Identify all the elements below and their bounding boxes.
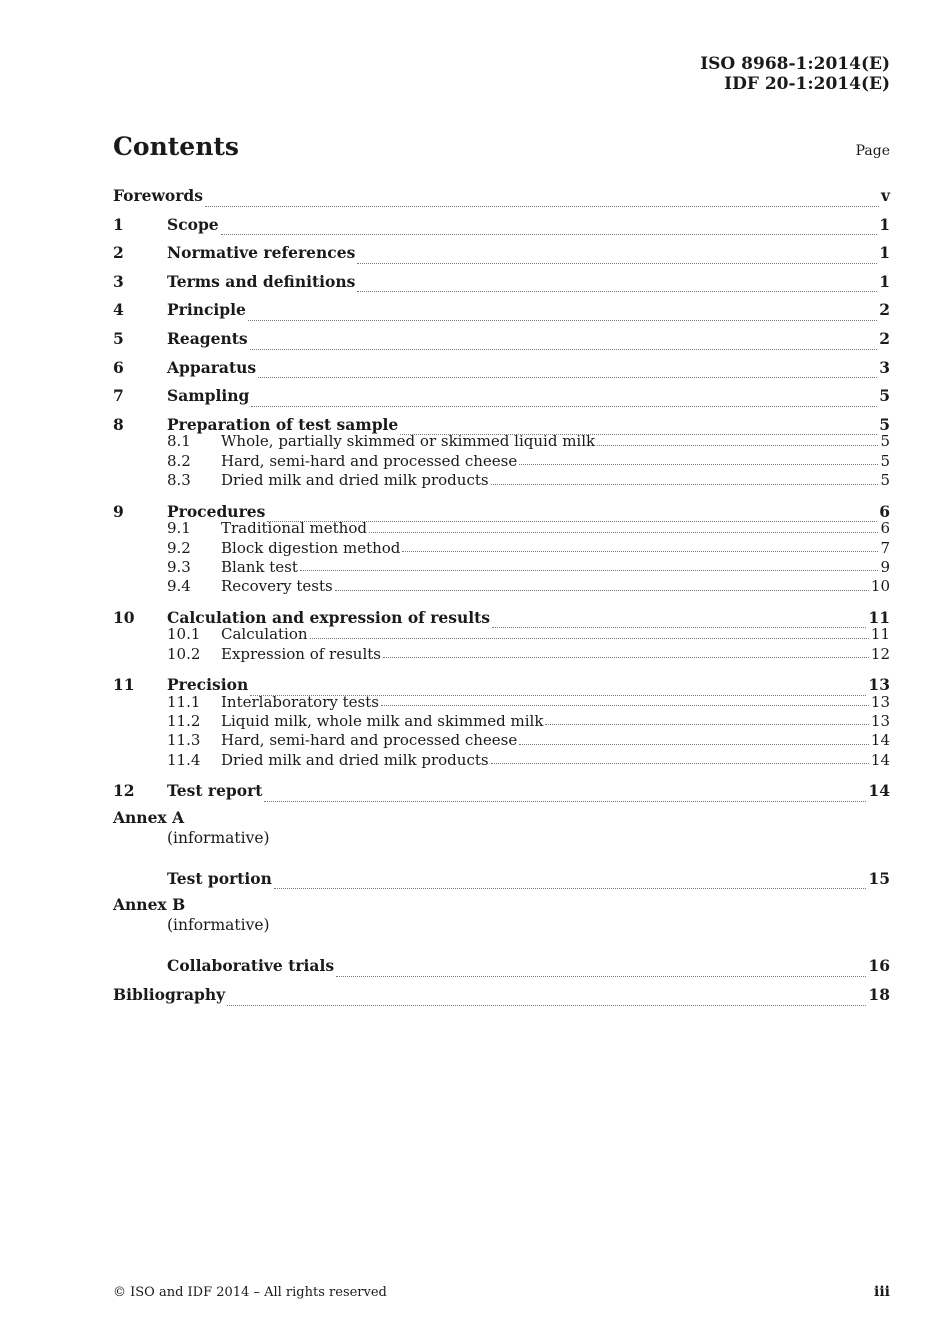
toc-title: Traditional method [221,519,367,538]
toc-number: 11.3 [167,731,201,750]
toc-page: 5 [880,432,890,451]
toc-title: Interlaboratory tests [221,692,379,711]
toc-number: 12 [113,781,135,801]
toc-entry-8-2[interactable] [113,452,890,471]
leader-dots [248,319,877,321]
standard-identifier [700,54,890,94]
toc-number: 11.2 [167,712,201,731]
toc-annex-b [113,895,890,983]
toc-title: Expression of results [221,644,381,663]
toc-entry-3[interactable] [113,270,890,299]
annex-label: Annex A [113,807,185,827]
toc-number: 8 [113,414,124,434]
toc-page: 1 [879,243,890,263]
iso-standard-id: ISO 8968-1:2014(E) [700,54,890,74]
toc-page: 1 [879,271,890,291]
toc-entry-11-4[interactable] [113,751,890,770]
toc-number: 9.3 [167,557,191,576]
leader-dots [357,290,877,292]
leader-dots [381,704,869,706]
toc-page: 2 [879,328,890,348]
toc-page: 7 [880,538,890,557]
leader-dots [221,233,878,235]
leader-dots [369,531,878,533]
toc-entry-5[interactable] [113,327,890,356]
toc-title: Calculation [221,625,308,644]
toc-annex-a [113,808,890,896]
toc-page: 14 [870,731,890,750]
toc-title: Dried milk and dried milk products [221,750,489,769]
leader-dots [519,743,869,745]
page-title: Contents [113,132,240,161]
toc-entry-10-2[interactable] [113,645,890,664]
toc-title: Apparatus [167,357,257,377]
toc-page: 18 [868,984,890,1004]
toc-entry-9-4[interactable] [113,577,890,596]
toc-title: Principle [167,300,246,320]
toc-number: 4 [113,300,124,320]
leader-dots [519,463,878,465]
toc-title: Forewords [113,186,203,205]
toc-entry-10-1[interactable] [113,625,890,644]
leader-dots [383,656,869,658]
annex-label: Annex B [113,895,186,915]
toc-page: 5 [879,386,890,406]
toc-entry-4[interactable] [113,298,890,327]
toc-number: 8.3 [167,471,191,490]
toc-number: 5 [113,328,124,348]
toc-title: Sampling [167,386,250,406]
toc-number: 10.2 [167,644,201,663]
toc-title: Test report [167,781,263,801]
toc-title: Block digestion method [221,538,401,557]
page-column-label: Page [855,143,890,159]
toc-page: 2 [879,300,890,320]
idf-standard-id: IDF 20-1:2014(E) [724,74,890,94]
toc-entry-12[interactable] [113,779,890,808]
toc-page: 13 [868,675,890,695]
toc-title: Hard, semi-hard and processed cheese [221,451,518,470]
toc-number: 9.2 [167,538,191,557]
toc-entry-8-1[interactable] [113,432,890,451]
toc-number: 11 [113,675,135,695]
annex-note: (informative) [167,828,270,847]
toc-title: Recovery tests [221,577,333,596]
leader-dots [545,723,868,725]
toc-page: 15 [868,868,890,888]
table-of-contents [113,184,890,1012]
toc-page: 14 [870,750,890,769]
toc-number: 11.1 [167,692,201,711]
toc-number: 3 [113,271,124,291]
toc-page: 12 [870,644,890,663]
leader-dots [402,550,878,552]
leader-dots [357,262,877,264]
toc-entry-11-2[interactable] [113,712,890,731]
toc-entry-2[interactable] [113,241,890,270]
leader-dots [251,405,877,407]
toc-title: Procedures [167,501,266,521]
annex-note: (informative) [167,916,270,935]
leader-dots [310,637,869,639]
toc-page: 11 [870,625,890,644]
toc-page: 14 [868,781,890,801]
toc-entry-bibliography[interactable] [113,983,890,1012]
toc-entry-annex-b[interactable] [113,954,890,983]
toc-title: Liquid milk, whole milk and skimmed milk [221,712,544,731]
toc-number: 6 [113,357,124,377]
toc-entry-9-3[interactable] [113,558,890,577]
toc-number: 8.1 [167,432,191,451]
toc-page: 10 [870,577,890,596]
toc-title: Whole, partially skimmed or skimmed liquid milk [221,432,596,451]
toc-title: Blank test [221,557,298,576]
toc-page: 5 [880,451,890,470]
toc-page: 13 [870,712,890,731]
toc-entry-annex-a[interactable] [113,867,890,896]
toc-title: Preparation of test sample [167,414,399,434]
toc-number: 8.2 [167,451,191,470]
toc-entry-8-3[interactable] [113,471,890,490]
toc-page: 13 [870,692,890,711]
toc-title: Collaborative trials [167,956,335,976]
leader-dots [227,1004,866,1006]
toc-title: Bibliography [113,984,226,1004]
toc-page: 6 [880,519,890,538]
toc-page: 9 [880,557,890,576]
toc-entry-1[interactable] [113,213,890,242]
toc-entry-11-1[interactable] [113,693,890,712]
toc-page: 16 [868,956,890,976]
toc-number: 10.1 [167,625,201,644]
leader-dots [491,762,869,764]
toc-title: Normative references [167,243,356,263]
toc-entry-11-3[interactable] [113,731,890,750]
toc-page: 5 [880,471,890,490]
toc-number: 1 [113,214,124,234]
leader-dots [491,483,879,485]
toc-title: Hard, semi-hard and processed cheese [221,731,518,750]
leader-dots [258,376,877,378]
toc-entry-7[interactable] [113,384,890,413]
toc-number: 9 [113,501,124,521]
toc-entry-9-1[interactable] [113,519,890,538]
leader-dots [300,569,879,571]
page-number: iii [874,1284,890,1300]
toc-title: Calculation and expression of results [167,607,491,627]
toc-page: 11 [868,607,890,627]
toc-number: 9.1 [167,519,191,538]
copyright-notice: © ISO and IDF 2014 – All rights reserved [113,1285,387,1300]
toc-title: Test portion [167,868,272,888]
toc-page: 3 [879,357,890,377]
toc-title: Terms and definitions [167,271,356,291]
toc-title: Scope [167,214,219,234]
leader-dots [597,444,878,446]
toc-number: 7 [113,386,124,406]
leader-dots [335,589,869,591]
toc-page: v [880,186,890,205]
leader-dots [250,348,878,350]
toc-number: 2 [113,243,124,263]
toc-page: 6 [879,501,890,521]
toc-page: 1 [879,214,890,234]
leader-dots [274,887,867,889]
toc-entry-9-2[interactable] [113,539,890,558]
toc-title: Reagents [167,328,248,348]
leader-dots [336,975,866,977]
toc-entry-forewords[interactable] [113,184,890,213]
toc-page: 5 [879,414,890,434]
toc-entry-6[interactable] [113,356,890,385]
leader-dots [264,800,866,802]
toc-number: 9.4 [167,577,191,596]
leader-dots [205,205,879,207]
toc-title: Dried milk and dried milk products [221,471,489,490]
toc-number: 10 [113,607,135,627]
toc-title: Precision [167,675,249,695]
toc-number: 11.4 [167,750,201,769]
